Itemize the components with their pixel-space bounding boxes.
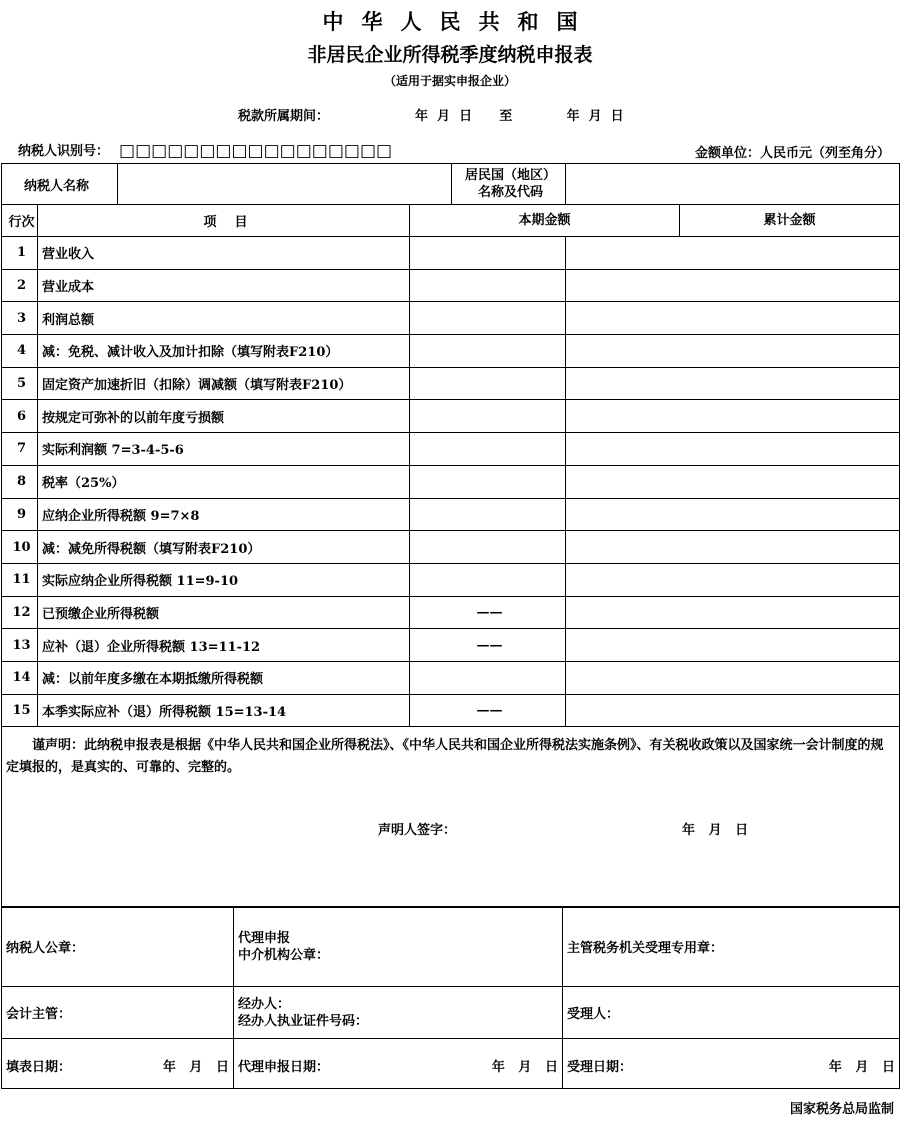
row-number: 14 [2, 661, 38, 694]
receive-date-cell[interactable] [563, 1039, 900, 1089]
row-item: 营业收入 [38, 237, 410, 270]
row-item: 固定资产加速折旧（扣除）调减额（填写附表F210） [38, 367, 410, 400]
form-subtitle: （适用于据实申报企业） [383, 74, 516, 88]
table-body [2, 237, 900, 727]
row-cumulative-amount[interactable] [566, 629, 900, 662]
row-number: 4 [2, 335, 38, 368]
amount-unit-label: 金额单位：人民币元（列至角分） [694, 146, 890, 161]
row-item: 应补（退）企业所得税额 13=11-12 [38, 629, 410, 662]
table-row [2, 661, 900, 694]
handler-line2: 经办人执业证件号码： [238, 1013, 369, 1029]
table-row [2, 563, 900, 596]
taxpayer-seal-cell[interactable]: 纳税人公章： [2, 907, 234, 987]
row-number: 6 [2, 400, 38, 433]
row-current-amount[interactable] [410, 465, 566, 498]
declaration-text: 谨声明：此纳税申报表是根据《中华人民共和国企业所得税法》、《中华人民共和国企业所得税法实施条例》、有关税收政策以及国家统一会计制度的规定填报的，是真实的、可靠的、完整的。 [6, 738, 884, 776]
tax-office-seal-cell[interactable]: 主管税务机关受理专用章： [563, 907, 900, 987]
declaration-row [2, 727, 900, 908]
period-value: 年 月 日 至 年 月 日 [415, 109, 624, 124]
row-cumulative-amount[interactable] [566, 465, 900, 498]
receive-date-label: 受理日期： [567, 1059, 633, 1075]
signature-label: 声明人签字： [378, 823, 457, 839]
row-number: 11 [2, 563, 38, 596]
handler-line1: 经办人： [238, 996, 291, 1012]
fill-date-cell[interactable] [2, 1039, 234, 1089]
taxpayer-name-field[interactable] [118, 164, 452, 205]
table-row [2, 465, 900, 498]
taxpayer-name-label: 纳税人名称 [2, 164, 118, 205]
supervisor-footer: 国家税务总局监制 [789, 1102, 894, 1117]
agent-date-value: 年 月 日 [491, 1059, 558, 1075]
resident-country-field[interactable] [566, 164, 900, 205]
seal-table [1, 906, 900, 1089]
signature-date: 年 月 日 [682, 823, 749, 839]
row-current-amount[interactable] [410, 335, 566, 368]
header-cumulative: 累计金额 [763, 213, 816, 228]
row-cumulative-amount[interactable] [566, 531, 900, 564]
row-number: 9 [2, 498, 38, 531]
row-item: 减：减免所得税额（填写附表F210） [38, 531, 410, 564]
resident-country-label-line1: 居民国（地区） [465, 168, 557, 183]
row-number: 3 [2, 302, 38, 335]
row-current-amount[interactable] [410, 237, 566, 270]
handler-cell[interactable] [234, 987, 563, 1039]
table-row [2, 596, 900, 629]
header-current: 本期金额 [410, 205, 680, 236]
period-label: 税款所属期间： [238, 109, 330, 124]
row-cumulative-amount[interactable] [566, 237, 900, 270]
form-title: 非居民企业所得税季度纳税申报表 [307, 44, 593, 66]
row-current-amount[interactable] [410, 531, 566, 564]
receive-date-value: 年 月 日 [828, 1059, 895, 1075]
row-current-amount[interactable] [410, 498, 566, 531]
row-cumulative-amount[interactable] [566, 269, 900, 302]
agent-seal-cell[interactable] [234, 907, 563, 987]
row-number: 15 [2, 694, 38, 727]
row-number: 12 [2, 596, 38, 629]
row-item: 应纳企业所得税额 9=7×8 [38, 498, 410, 531]
row-number: 13 [2, 629, 38, 662]
signature-row [2, 819, 899, 843]
table-row [2, 433, 900, 466]
row-current-amount[interactable]: —— [410, 596, 566, 629]
row-number: 5 [2, 367, 38, 400]
row-number: 8 [2, 465, 38, 498]
row-current-amount[interactable] [410, 400, 566, 433]
row-cumulative-amount[interactable] [566, 694, 900, 727]
row-item: 税率（25%） [38, 465, 410, 498]
resident-country-label-line2: 名称及代码 [478, 185, 544, 200]
row-number: 7 [2, 433, 38, 466]
agent-date-label: 代理申报日期： [238, 1059, 330, 1075]
row-item: 实际应纳企业所得税额 11=9-10 [38, 563, 410, 596]
agent-seal-line2: 中介机构公章： [238, 947, 330, 963]
agent-date-cell[interactable] [234, 1039, 563, 1089]
table-row [2, 400, 900, 433]
row-cumulative-amount[interactable] [566, 302, 900, 335]
resident-country-label [452, 164, 566, 205]
declaration-cell [2, 727, 900, 908]
country-title: 中华人民共和国 [322, 9, 596, 34]
row-item: 营业成本 [38, 269, 410, 302]
row-current-amount[interactable]: —— [410, 629, 566, 662]
table-header-row [2, 205, 900, 237]
row-current-amount[interactable] [410, 433, 566, 466]
row-cumulative-amount[interactable] [566, 335, 900, 368]
table-row [2, 367, 900, 400]
header-row-no: 行次 [2, 205, 38, 237]
row-number: 1 [2, 237, 38, 270]
row-current-amount[interactable] [410, 269, 566, 302]
row-number: 10 [2, 531, 38, 564]
table-row [2, 269, 900, 302]
info-row [2, 164, 900, 205]
row-item: 减：以前年度多缴在本期抵缴所得税额 [38, 661, 410, 694]
row-cumulative-amount[interactable] [566, 433, 900, 466]
row-cumulative-amount[interactable] [566, 367, 900, 400]
fill-date-value: 年 月 日 [162, 1059, 229, 1075]
row-cumulative-amount[interactable] [566, 661, 900, 694]
table-row [2, 694, 900, 727]
taxpayer-id-row [18, 140, 392, 161]
row-cumulative-amount[interactable] [566, 400, 900, 433]
row-item: 利润总额 [38, 302, 410, 335]
header-item: 项 目 [38, 205, 410, 237]
row-item: 实际利润额 7=3-4-5-6 [38, 433, 410, 466]
row-current-amount[interactable] [410, 661, 566, 694]
row-current-amount[interactable]: —— [410, 694, 566, 727]
accountant-cell[interactable]: 会计主管： [2, 987, 234, 1039]
tax-return-table [1, 163, 900, 908]
row-item: 本季实际应补（退）所得税额 15=13-14 [38, 694, 410, 727]
taxpayer-id-label: 纳税人识别号： [18, 144, 110, 159]
row-item: 减：免税、减计收入及加计扣除（填写附表F210） [38, 335, 410, 368]
row-item: 按规定可弥补的以前年度亏损额 [38, 400, 410, 433]
row-number: 2 [2, 269, 38, 302]
fill-date-label: 填表日期： [6, 1059, 72, 1075]
table-row [2, 237, 900, 270]
taxpayer-id-boxes[interactable]: □□□□□□□□□□□□□□□□□ [119, 141, 393, 161]
row-current-amount[interactable] [410, 302, 566, 335]
header-amounts [410, 205, 900, 237]
row-cumulative-amount[interactable] [566, 563, 900, 596]
table-row [2, 531, 900, 564]
row-current-amount[interactable] [410, 563, 566, 596]
row-item: 已预缴企业所得税额 [38, 596, 410, 629]
table-row [2, 335, 900, 368]
table-row [2, 498, 900, 531]
table-row [2, 629, 900, 662]
table-row [2, 302, 900, 335]
row-current-amount[interactable] [410, 367, 566, 400]
row-cumulative-amount[interactable] [566, 596, 900, 629]
receiver-cell[interactable]: 受理人： [563, 987, 900, 1039]
row-cumulative-amount[interactable] [566, 498, 900, 531]
agent-seal-line1: 代理申报 [238, 930, 291, 946]
